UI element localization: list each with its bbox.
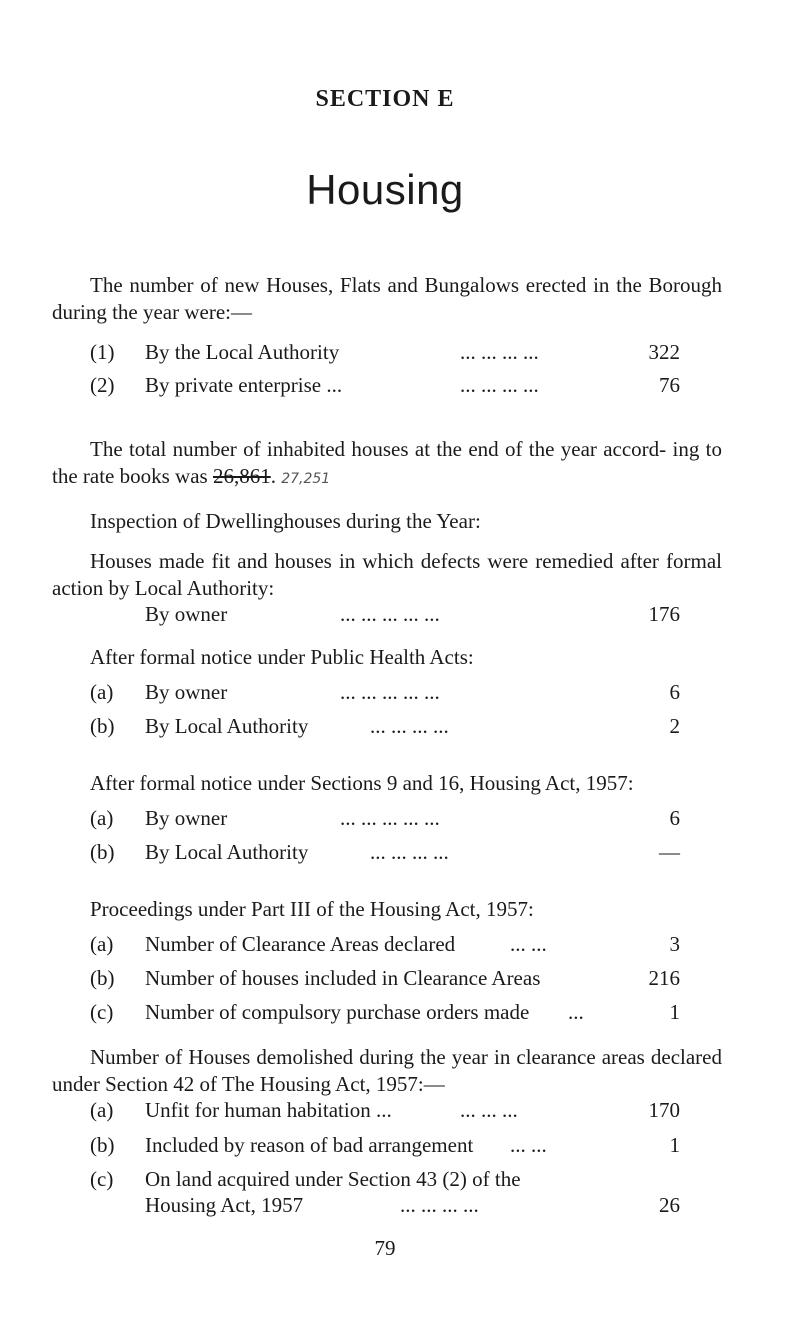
struck-value: 26,861 xyxy=(212,464,271,488)
item-label: (b) xyxy=(90,966,115,990)
leader-dots: ... ... ... ... ... xyxy=(340,806,440,830)
leader-dots: ... ... ... ... xyxy=(370,840,449,864)
item-text: Included by reason of bad arrangement xyxy=(145,1133,474,1157)
item-text: Number of houses included in Clearance Areas xyxy=(145,966,541,990)
leader-dots: ... ... ... ... ... xyxy=(340,680,440,704)
leader-dots: ... ... ... ... ... xyxy=(340,602,440,626)
part3-heading: Proceedings under Part III of the Housing Act, 1957: xyxy=(90,897,534,921)
item-label: (c) xyxy=(90,1000,114,1024)
list-item xyxy=(90,1133,680,1163)
intro-paragraph xyxy=(52,272,722,326)
list-item xyxy=(145,602,680,632)
section-label: SECTION E xyxy=(315,86,455,112)
page-number: 79 xyxy=(374,1236,396,1260)
item-value: 170 xyxy=(648,1098,680,1122)
item-value: 3 xyxy=(669,932,680,956)
item-value: 2 xyxy=(669,714,680,738)
inhabited-paragraph: The total number of inhabited houses at the end of the year accord- ing to the rate books was 26,861. 27,251 xyxy=(52,437,722,488)
item-label: (c) xyxy=(90,1167,114,1191)
item-label: (2) xyxy=(90,373,115,397)
item-value: 322 xyxy=(648,340,680,364)
item-text: By owner xyxy=(145,806,228,830)
leader-dots: ... ... ... ... xyxy=(370,714,449,738)
fit-paragraph xyxy=(52,548,722,602)
item-label: (1) xyxy=(90,340,115,364)
item-text: By owner xyxy=(145,680,228,704)
list-item xyxy=(90,806,680,836)
item-value: 76 xyxy=(659,373,680,397)
item-text: Unfit for human habitation ... xyxy=(145,1098,392,1122)
item-text: By Local Authority xyxy=(145,714,309,738)
item-label: (a) xyxy=(90,680,114,704)
item-label: (b) xyxy=(90,840,115,864)
item-text: By the Local Authority xyxy=(145,340,340,364)
item-text: By owner xyxy=(145,602,228,626)
list-item xyxy=(90,966,680,996)
item-text: By Local Authority xyxy=(145,840,309,864)
list-item xyxy=(90,1000,680,1030)
leader-dots: ... ... ... xyxy=(460,1098,518,1122)
leader-dots: ... ... ... ... xyxy=(460,340,539,364)
item-value: 6 xyxy=(669,680,680,704)
item-value: 6 xyxy=(669,806,680,830)
list-item xyxy=(90,840,680,870)
intro-text: The number of new Houses, Flats and Bungalows erected in the Borough during the year were:— xyxy=(52,273,722,324)
inspection-heading: Inspection of Dwellinghouses during the Year: xyxy=(90,509,481,533)
item-text: On land acquired under Section 43 (2) of the xyxy=(145,1167,521,1191)
demolished-paragraph xyxy=(52,1044,722,1098)
page-title: Housing xyxy=(306,166,464,213)
demolished-text: Number of Houses demolished during the year in clearance areas declared under Section 42 of The Housing Act, 1957:— xyxy=(52,1045,722,1096)
inhabited-text: The total number of inhabited houses at the end of the year accord- ing to the rate books was xyxy=(52,437,722,488)
list-item xyxy=(90,1167,680,1225)
item-text: Number of compulsory purchase orders made xyxy=(145,1000,530,1024)
list-item xyxy=(90,714,680,744)
leader-dots: ... ... xyxy=(510,932,547,956)
item-label: (b) xyxy=(90,714,115,738)
item-label: (a) xyxy=(90,932,114,956)
list-item xyxy=(90,1098,680,1128)
item-text: Number of Clearance Areas declared xyxy=(145,932,456,956)
item-text-continued: Housing Act, 1957 xyxy=(145,1193,304,1217)
item-value: 1 xyxy=(669,1000,680,1024)
list-item xyxy=(90,340,680,370)
item-value: — xyxy=(659,840,680,864)
handwritten-correction: 27,251 xyxy=(281,471,331,487)
item-value: 1 xyxy=(669,1133,680,1157)
leader-dots: ... ... ... ... xyxy=(460,373,539,397)
item-value: 176 xyxy=(648,602,680,626)
leader-dots: ... ... ... ... xyxy=(400,1193,479,1217)
item-text: By private enterprise ... xyxy=(145,373,343,397)
fit-text: Houses made fit and houses in which defects were remedied after formal action by Local Authority: xyxy=(52,549,722,600)
list-item xyxy=(90,373,680,403)
public-health-heading: After formal notice under Public Health Acts: xyxy=(90,645,474,669)
item-label: (a) xyxy=(90,806,114,830)
list-item xyxy=(90,680,680,710)
item-value: 216 xyxy=(648,966,680,990)
item-label: (a) xyxy=(90,1098,114,1122)
leader-dots: ... xyxy=(568,1000,584,1024)
list-item xyxy=(90,932,680,962)
item-value: 26 xyxy=(659,1193,680,1217)
leader-dots: ... ... xyxy=(510,1133,547,1157)
sections-heading: After formal notice under Sections 9 and 16, Housing Act, 1957: xyxy=(90,771,634,795)
item-label: (b) xyxy=(90,1133,115,1157)
